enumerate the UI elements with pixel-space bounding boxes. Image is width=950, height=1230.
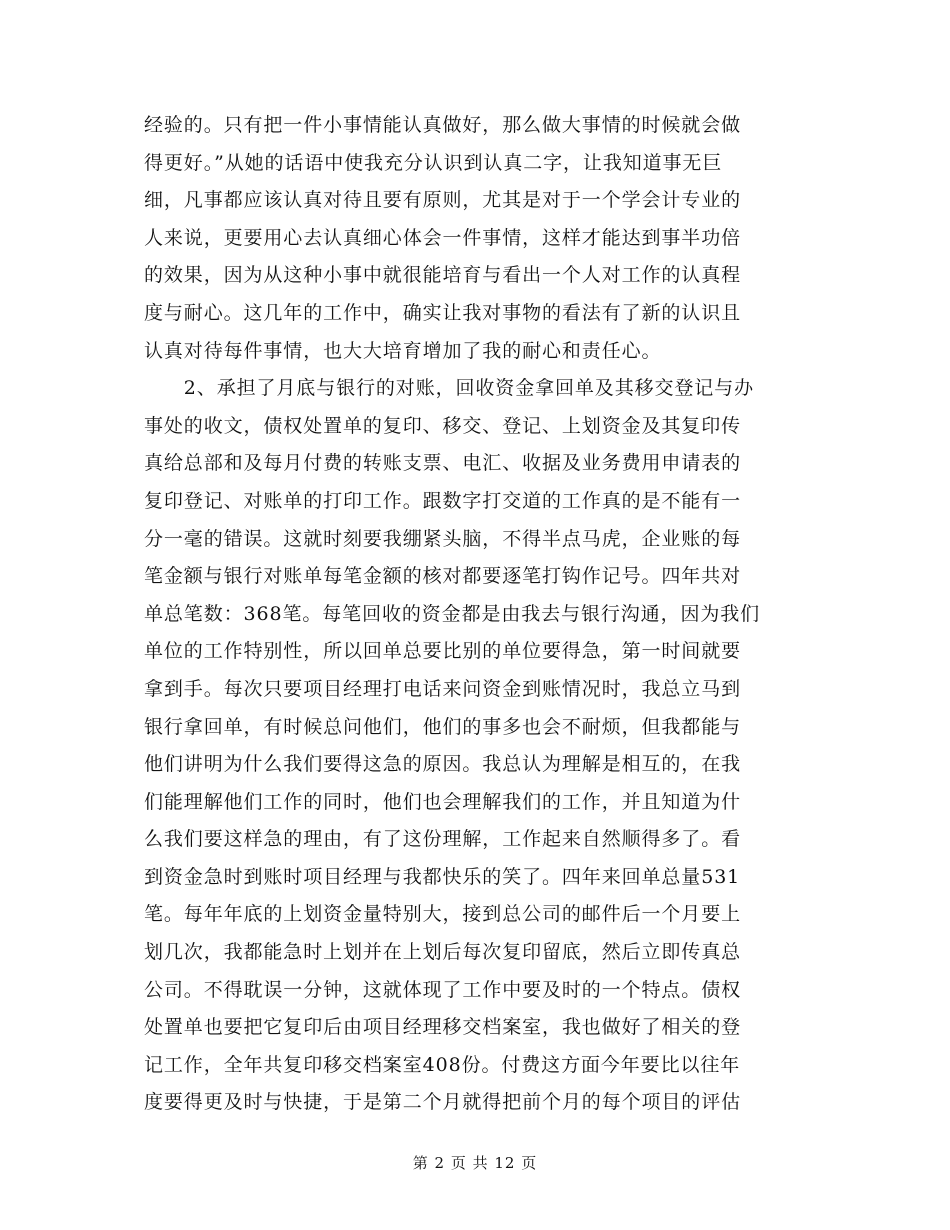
text-line: 经验的。只有把一件小事情能认真做好，那么做大事情的时候就会做 [144,114,742,136]
text-line: 人来说，更要用心去认真细心体会一件事情，这样才能达到事半功倍 [144,226,742,249]
text-line: 银行拿回单，有时候总问他们，他们的事多也会不耐烦，但我都能与 [144,715,742,738]
text-line: 细，凡事都应该认真对待且要有原则，尤其是对于一个学会计专业的 [144,189,742,212]
text-line: 真给总部和及每月付费的转账支票、电汇、收据及业务费用申请表的 [144,452,742,475]
text-line: 笔金额与银行对账单每笔金额的核对都要逐笔打钩作记号。四年共对 [144,565,742,588]
text-line: 事处的收文，债权处置单的复印、移交、登记、上划资金及其复印传 [144,414,742,437]
text-line: 单总笔数：368笔。每笔回收的资金都是由我去与银行沟通，因为我们 [144,602,761,625]
text-line: 么我们要这样急的理由，有了这份理解，工作起来自然顺得多了。看 [144,828,742,851]
text-line: 到资金急时到账时项目经理与我都快乐的笑了。四年来回单总量531 [144,865,741,888]
text-line: 复印登记、对账单的打印工作。跟数字打交道的工作真的是不能有一 [144,489,742,512]
text-line: 单位的工作特别性，所以回单总要比别的单位要得急，第一时间就要 [144,640,742,663]
text-line: 度要得更及时与快捷，于是第二个月就得把前个月的每个项目的评估 [144,1091,742,1114]
text-line: 记工作，全年共复印移交档案室408份。付费这方面今年要比以往年 [144,1053,741,1076]
text-line: 2、承担了月底与银行的对账，回收资金拿回单及其移交登记与办 [144,377,754,400]
text-line: 笔。每年年底的上划资金量特别大，接到总公司的邮件后一个月要上 [144,903,742,926]
text-line: 公司。不得耽误一分钟，这就体现了工作中要及时的一个特点。债权 [144,978,742,1001]
text-line: 们能理解他们工作的同时，他们也会理解我们的工作，并且知道为什 [144,790,742,813]
text-line: 划几次，我都能急时上划并在上划后每次复印留底，然后立即传真总 [144,941,742,964]
body-text [144,107,808,1122]
text-line: 认真对待每件事情，也大大培育增加了我的耐心和责任心。 [144,339,662,362]
text-line: 得更好。”从她的话语中使我充分认识到认真二字，让我知道事无巨 [144,151,723,174]
text-line: 分一毫的错误。这就时刻要我绷紧头脑，不得半点马虎，企业账的每 [144,527,742,550]
text-line: 度与耐心。这几年的工作中，确实让我对事物的看法有了新的认识且 [144,301,742,324]
text-line: 拿到手。每次只要项目经理打电话来问资金到账情况时，我总立马到 [144,677,742,700]
text-line: 的效果，因为从这种小事中就很能培育与看出一个人对工作的认真程 [144,264,742,287]
text-line: 处置单也要把它复印后由项目经理移交档案室，我也做好了相关的登 [144,1016,742,1039]
page-number-footer: 第 2 页 共 12 页 [412,1154,538,1172]
text-line: 他们讲明为什么我们要得这急的原因。我总认为理解是相互的，在我 [144,753,742,776]
